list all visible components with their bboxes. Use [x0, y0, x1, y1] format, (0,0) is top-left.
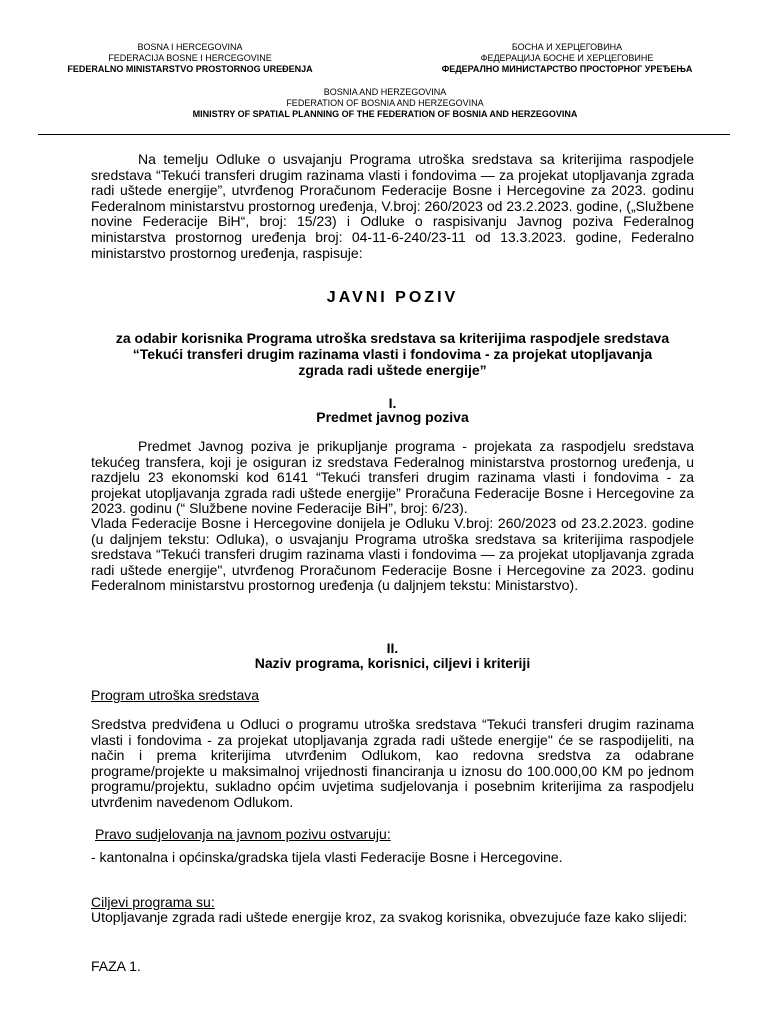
- section-2-number: II.: [386, 640, 399, 656]
- phase-label: FAZA 1.: [91, 958, 141, 974]
- header-ministry: FEDERALNO MINISTARSTVO PROSTORNOG UREĐENJA: [67, 64, 313, 74]
- goals-paragraph: Utopljavanje zgrada radi uštede energije kroz, za svakog korisnika, obvezujuće faze kako slijedi:: [91, 909, 688, 925]
- header-cyrillic: [412, 42, 722, 75]
- program-paragraph: Sredstva predviđena u Odluci o programu utroška sredstava “Tekući transferi drugim razinama vlasti i fondovima - za projekat utopljavanja zgrada radi uštede energije" će se raspodijeliti, na način i prema kriterijima utvrđenim Odlukom, kao redovna sredstva za odabrane programe/projekte u maksimalnoj vrijednosti financiranja u iznosu do 100.000,00 KM po jednom programu/projektu, sukladno općim uvjetima sudjelovanja i posebnim kriterijima za raspodjelu utvrđenim navedenom Odlukom.: [91, 716, 694, 810]
- document-title: JAVNI POZIV: [326, 289, 459, 306]
- program-label: Program utroška sredstava: [91, 687, 260, 703]
- section-1-number: I.: [388, 395, 397, 411]
- header-federation-english: FEDERATION OF BOSNIA AND HERZEGOVINA: [286, 98, 484, 108]
- header-country: BOSNA I HERCEGOVINA: [137, 42, 243, 52]
- header-federation-cyrillic: ФЕДЕРАЦИЈА БОСНЕ И ХЕРЦЕГОВИНЕ: [480, 53, 654, 63]
- section-1-paragraph-2: Vlada Federacije Bosne i Hercegovine donijela je Odluku V.broj: 260/2023 od 23.2.2023. godine (u daljnjem tekstu: Odluka), o usvajanju Programa utroška sredstava sa kriterijima raspodjele sredstava “Tekući transferi drugim razinama vlasti i fondovima — za projekat utopljavanja zgrada radi uštede energije", utvrđenog Proračunom Federacije Bosne i Hercegovine za 2023. godinu Federalnom ministarstvu prostornog uređenja (u daljnjem tekstu: Ministarstvo).: [91, 515, 694, 594]
- header-english: [100, 87, 670, 120]
- intro-paragraph: Na temelju Odluke o usvajanju Programa utroška sredstava sa kriterijima raspodjele sredstava “Tekući transferi drugim razinama vlasti i fondovima — za projekat utopljavanja zgrada radi uštede energije”, utvrđenog Proračunom Federacije Bosne i Hercegovine za 2023. godinu Federalnom ministarstvu prostornog uređenja, V.broj: 260/2023 od 23.2.2023. godine, („Službene novine Federacije BiH“, broj: 15/23) i Odluke o raspisivanju Javnog poziva Federalnog ministarstva prostornog uređenja broj: 04-11-6-240/23-11 od 13.3.2023. godine, Federalno ministarstvo prostornog uređenja, raspisuje:: [91, 151, 694, 261]
- section-1-paragraph-1: Predmet Javnog poziva je prikupljanje programa - projekata za raspodjelu sredstava tekućeg transfera, koji je osiguran iz sredstava Federalnog ministarstva prostornog uređenja, u razdjelu 23 ekonomski kod 6141 “Tekući transferi drugim razinama vlasti i fondovima - za projekat utopljavanja zgrada radi uštede energije” Proračuna Federacije Bosne i Hercegovine za 2023. godinu (“ Službene novine Federacije BiH”, broj: 6/23).: [91, 438, 694, 517]
- header-federation: FEDERACIJA BOSNE I HERCEGOVINE: [108, 53, 272, 63]
- header-divider: [38, 134, 730, 135]
- eligibility-item: - kantonalna i općinska/gradska tijela vlasti Federacije Bosne i Hercegovine.: [91, 849, 563, 865]
- header-country-cyrillic: БОСНА И ХЕРЦЕГОВИНА: [511, 42, 623, 52]
- section-1-heading: Predmet javnog poziva: [316, 409, 469, 425]
- section-2-heading: Naziv programa, korisnici, ciljevi i kriteriji: [254, 655, 531, 671]
- header-country-english: BOSNIA AND HERZEGOVINA: [323, 87, 447, 97]
- goals-label: Ciljevi programa su:: [91, 894, 215, 910]
- header-ministry-cyrillic: ФЕДЕРАЛНО МИНИСТАРСТВО ПРОСТОРНОГ УРЕЂЕЊА: [441, 64, 693, 74]
- eligibility-label: Pravo sudjelovanja na javnom pozivu ostvaruju:: [95, 826, 391, 842]
- document-subtitle: za odabir korisnika Programa utroška sredstava sa kriterijima raspodjele sredstava “Tekući transferi drugim razinama vlasti i fondovima - za projekat utopljavanja zgrada radi uštede energije”: [115, 330, 670, 378]
- header-ministry-english: MINISTRY OF SPATIAL PLANNING OF THE FEDERATION OF BOSNIA AND HERZEGOVINA: [192, 109, 578, 119]
- header-bosnian: [60, 42, 320, 75]
